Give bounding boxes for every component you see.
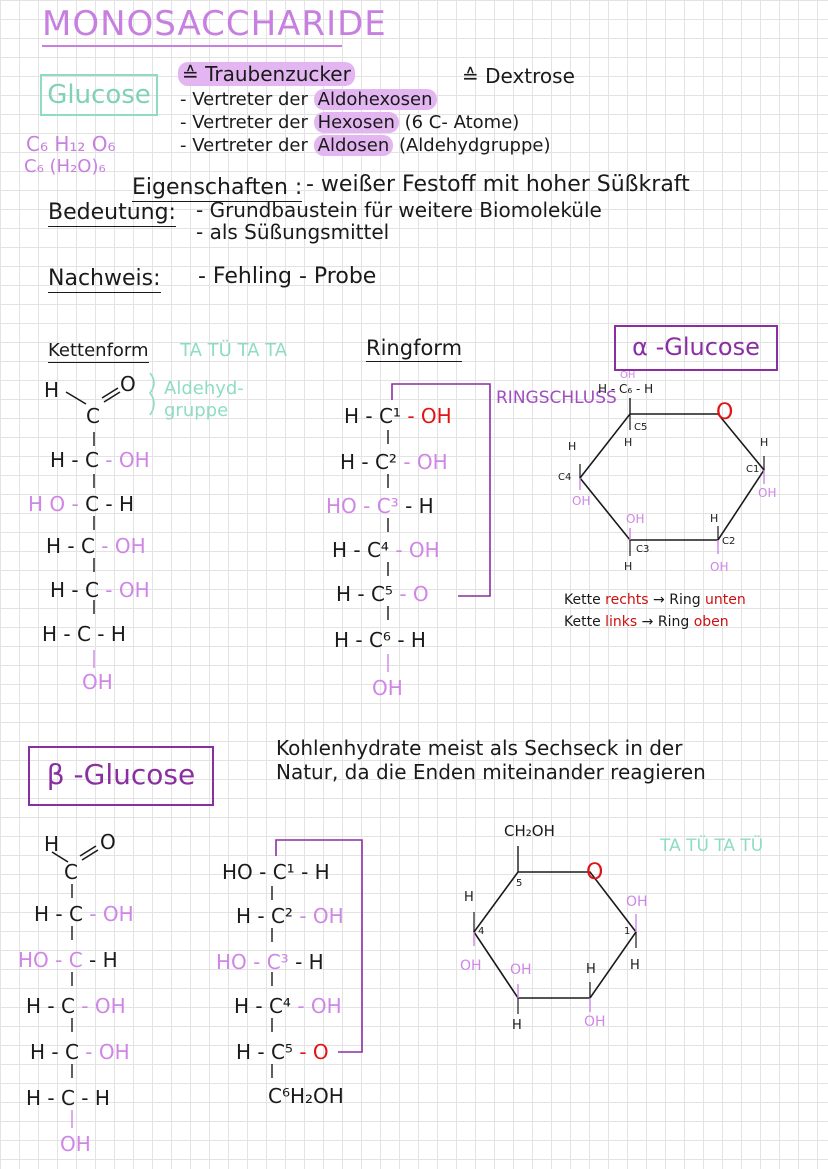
chain-left: H O - <box>28 492 79 516</box>
chain-right: - H <box>81 1086 110 1110</box>
chain-top-h: H <box>44 378 60 402</box>
chain-left: H - C <box>26 994 75 1018</box>
fact-highlight: Aldohexosen <box>314 89 437 110</box>
glucose-label: Glucose <box>47 80 151 110</box>
beta-chain-top-c: C <box>64 860 78 884</box>
rule-kette: Kette <box>564 592 601 608</box>
chain-row-3 <box>46 534 146 558</box>
rule-position: unten <box>705 592 746 608</box>
eigenschaften-text: - weißer Festoff mit hoher Süßkraft <box>306 172 690 197</box>
ring-chain-right: - O <box>399 582 429 606</box>
chain-right: - OH <box>85 1040 130 1064</box>
synonym-dextrose: ≙ Dextrose <box>462 64 575 88</box>
ring-chain-bottom-oh: OH <box>372 676 403 700</box>
eigenschaften-label-text: Eigenschaften : <box>132 175 303 200</box>
alpha-c5-label: C5 <box>634 422 648 433</box>
bond <box>104 392 120 402</box>
bond <box>102 388 118 398</box>
alpha-h1: H <box>760 436 769 449</box>
alpha-c6-sub: H - C₆ - H <box>598 382 654 396</box>
chain-left: H - C <box>34 902 83 926</box>
chain-row-1 <box>50 448 150 472</box>
beta-oh2: OH <box>584 1014 606 1030</box>
chain-left: H - C <box>26 1086 75 1110</box>
ring-chain-row-6 <box>334 628 426 652</box>
alpha-c4-label: C4 <box>558 472 572 483</box>
alpha-h4: H <box>568 440 577 453</box>
chain-left: HO - C <box>18 948 83 972</box>
chain-left: H - C <box>42 622 91 646</box>
ring-chain-left: H - C⁵ <box>236 1040 293 1064</box>
beta-chain-top-h: H <box>44 832 60 856</box>
beta-ring-chain-row-1 <box>222 860 330 884</box>
ring-chain-left: H - C⁴ <box>332 538 389 562</box>
rule-direction: links <box>605 614 638 630</box>
rule-kette: Kette <box>564 614 601 630</box>
ring-chain-right: - H <box>397 628 426 652</box>
ring-chain-left: H - C⁶ <box>334 628 391 652</box>
beta-chain-row-5 <box>26 1086 110 1110</box>
page-title: MONOSACCHARIDE <box>42 4 387 44</box>
aldehyd-brace <box>150 373 154 415</box>
beta-note-line-1: Kohlenhydrate meist als Sechseck in der <box>276 736 683 760</box>
nachweis-text: - Fehling - Probe <box>198 264 377 289</box>
chain-right: C - H <box>85 492 135 516</box>
alpha-c3-label: C3 <box>636 544 650 555</box>
ring-chain-left: H - C⁴ <box>234 994 291 1018</box>
glucose-formula-2: C₆ (H₂O)₆ <box>24 156 106 177</box>
beta-oh3: OH <box>510 962 532 978</box>
beta-hexagon <box>474 872 636 998</box>
rule-line-1 <box>564 592 746 608</box>
alpha-h5: H <box>624 436 633 449</box>
ring-chain-right: - H <box>295 950 324 974</box>
alpha-glucose-label: α -Glucose <box>632 333 760 361</box>
beta-ring-chain-row-4 <box>234 994 342 1018</box>
ring-chain-row-1 <box>344 404 452 428</box>
alpha-oh4: OH <box>572 494 591 508</box>
beta-chain-top-o: O <box>100 830 116 854</box>
chain-right: - OH <box>89 902 134 926</box>
fact-highlight: Aldosen <box>314 135 394 156</box>
chain-left: H - C <box>50 578 99 602</box>
kettenform-label-text: Kettenform <box>48 340 149 361</box>
chain-top-o: O <box>120 372 136 396</box>
chain-right: - OH <box>105 448 150 472</box>
alpha-ring-oxygen: O <box>716 400 734 425</box>
ring-chain-right: - OH <box>403 450 448 474</box>
alpha-hexagon <box>580 414 764 540</box>
ring-chain-right: - OH <box>297 994 342 1018</box>
ring-chain-left: HO - C³ <box>326 494 399 518</box>
ring-chain-left: H - C¹ <box>344 404 401 428</box>
fact-prefix: - Vertreter der <box>180 135 314 156</box>
aldehyd-note: Aldehyd- gruppe <box>164 378 244 421</box>
ring-chain-row-5 <box>336 582 429 606</box>
bond <box>80 846 96 856</box>
alpha-c2-label: C2 <box>722 536 736 547</box>
ring-chain-row-2 <box>340 450 448 474</box>
beta-ring-chain-row-5 <box>236 1040 329 1064</box>
chain-row-2 <box>28 492 134 516</box>
alpha-oh3: OH <box>626 512 645 526</box>
synonym-traubenzucker-text: ≙ Traubenzucker <box>178 62 355 86</box>
fact-prefix: - Vertreter der <box>180 112 314 133</box>
chain-left: H - C <box>46 534 95 558</box>
ring-chain-left: H - C² <box>340 450 397 474</box>
chain-right: - H <box>89 948 118 972</box>
nachweis-label-text: Nachweis: <box>48 266 161 291</box>
beta-ring-chain-row-3 <box>216 950 324 974</box>
bedeutung-label-text: Bedeutung: <box>48 200 176 225</box>
ringschluss-label: RINGSCHLUSS <box>496 388 617 408</box>
chain-bottom-oh: OH <box>82 670 113 694</box>
beta-note-line-2: Natur, da die Enden miteinander reagieren <box>276 760 706 784</box>
chain-right: - H <box>97 622 126 646</box>
beta-chain-row-2 <box>18 948 118 972</box>
ring-chain-left: H - C⁵ <box>336 582 393 606</box>
beta-chain-bottom-oh: OH <box>60 1132 91 1156</box>
rule-ring: → Ring <box>653 592 701 608</box>
chain-row-4 <box>50 578 150 602</box>
alpha-h2: H <box>710 512 719 525</box>
fact-highlight: Hexosen <box>314 112 399 133</box>
chain-right: - OH <box>105 578 150 602</box>
beta-h5: H <box>464 890 474 905</box>
fact-suffix: (Aldehydgruppe) <box>393 135 551 156</box>
beta-tatu-label: TA TÜ TA TÜ <box>660 836 764 856</box>
chain-row-5 <box>42 622 126 646</box>
rule-position: oben <box>693 614 729 630</box>
bond <box>82 850 98 860</box>
beta-chain-row-4 <box>30 1040 130 1064</box>
alpha-c1-label: C1 <box>746 464 760 475</box>
ring-chain-right: - O <box>299 1040 329 1064</box>
beta-ring-chain-bottom: C⁶H₂OH <box>268 1084 344 1108</box>
ring-chain-right: - OH <box>407 404 452 428</box>
beta-oh1: OH <box>626 894 648 910</box>
chain-right: - OH <box>81 994 126 1018</box>
beta-c1-label: 1 <box>624 926 631 937</box>
beta-ch2oh: CH₂OH <box>504 822 555 840</box>
beta-h2: H <box>586 962 596 977</box>
ring-chain-left: HO - C³ <box>216 950 289 974</box>
chain-left: H - C <box>30 1040 79 1064</box>
alpha-oh1: OH <box>758 486 777 500</box>
alpha-c6-oh: OH <box>620 370 636 381</box>
ring-chain-right: - H <box>301 860 330 884</box>
ring-chain-row-3 <box>326 494 434 518</box>
ring-chain-right: - OH <box>299 904 344 928</box>
beta-h3: H <box>512 1018 522 1033</box>
fact-prefix: - Vertreter der <box>180 89 314 110</box>
ring-chain-left: HO - C¹ <box>222 860 295 884</box>
ringform-label-text: Ringform <box>366 336 463 360</box>
beta-chain-row-3 <box>26 994 126 1018</box>
chain-left: H - C <box>50 448 99 472</box>
tatu-label: TA TÜ TA TA <box>180 340 288 361</box>
beta-c4-label: 4 <box>478 926 485 937</box>
beta-chain-row-1 <box>34 902 134 926</box>
chain-right: - OH <box>101 534 146 558</box>
rule-line-2 <box>564 614 729 630</box>
rule-ring: → Ring <box>641 614 690 630</box>
beta-oh4: OH <box>460 958 482 974</box>
ring-chain-row-4 <box>332 538 440 562</box>
chain-top-c: C <box>86 404 100 428</box>
beta-ring-oxygen: O <box>586 860 604 885</box>
bond <box>66 392 86 404</box>
bedeutung-item-1: - Grundbaustein für weitere Biomoleküle <box>196 198 602 222</box>
fact-suffix: (6 C- Atome) <box>398 112 520 133</box>
beta-c5-label: 5 <box>516 878 523 889</box>
bedeutung-item-2: - als Süßungsmittel <box>196 220 390 244</box>
ring-chain-left: H - C² <box>236 904 293 928</box>
ring-chain-right: - OH <box>395 538 440 562</box>
glucose-formula-1: C₆ H₁₂ O₆ <box>26 132 116 156</box>
beta-glucose-box <box>28 746 214 806</box>
ring-chain-right: - H <box>405 494 434 518</box>
alpha-oh2: OH <box>710 560 729 574</box>
beta-glucose-label: β -Glucose <box>46 758 196 791</box>
rule-direction: rechts <box>605 592 649 608</box>
beta-ring-chain-row-2 <box>236 904 344 928</box>
beta-h1: H <box>630 958 640 973</box>
alpha-h3: H <box>624 560 633 573</box>
